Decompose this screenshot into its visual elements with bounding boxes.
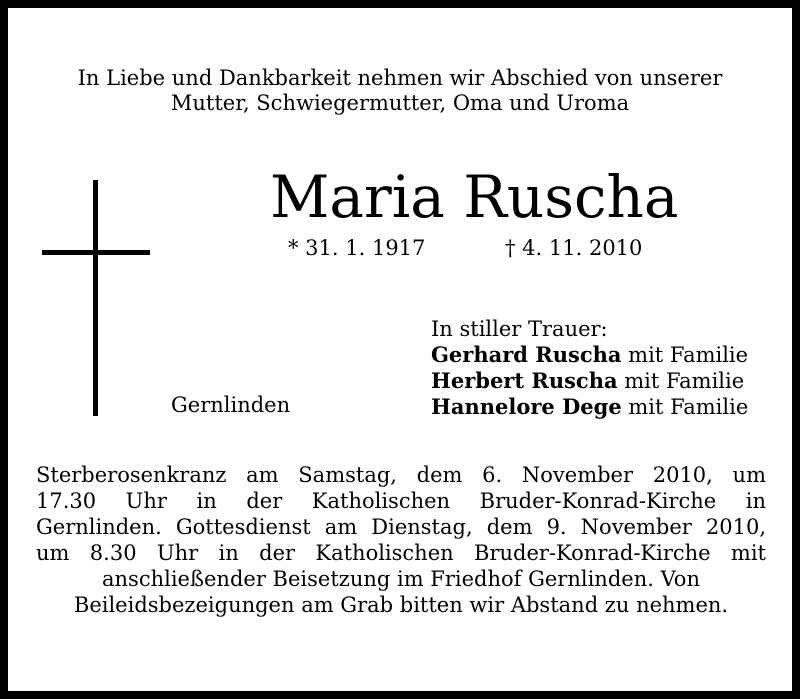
mourner-suffix: mit Familie bbox=[621, 343, 749, 367]
mourner-suffix: mit Familie bbox=[621, 395, 749, 419]
cross-icon bbox=[93, 180, 98, 416]
mourner-name: Gerhard Ruscha bbox=[431, 342, 622, 367]
death-date: † 4. 11. 2010 bbox=[505, 236, 643, 260]
birth-date: * 31. 1. 1917 bbox=[288, 236, 426, 260]
mourners-block bbox=[431, 316, 748, 420]
intro-line: Mutter, Schwiegermutter, Oma und Uroma bbox=[170, 91, 630, 115]
mourners-heading: In stiller Trauer: bbox=[431, 317, 608, 341]
mourner-name: Hannelore Dege bbox=[431, 394, 622, 419]
notice-line: um 8.30 Uhr in der Katholischen Bruder-Konrad-Kirche mit bbox=[36, 541, 766, 565]
cross-icon-bar bbox=[42, 250, 150, 255]
mourner-entry bbox=[431, 342, 748, 368]
mourner-entry bbox=[431, 394, 748, 420]
mourner-suffix: mit Familie bbox=[617, 369, 745, 393]
notice-line: anschließender Beisetzung im Friedhof Gernlinden. Von bbox=[102, 567, 700, 591]
deceased-name: Maria Ruscha bbox=[270, 163, 679, 231]
intro-text bbox=[0, 66, 800, 116]
notice-line: Beileidsbezeigungen am Grab bitten wir Abstand zu nehmen. bbox=[73, 593, 729, 617]
mourner-name: Herbert Ruscha bbox=[431, 368, 618, 393]
notice-line: Gernlinden. Gottesdienst am Dienstag, dem 9. November 2010, bbox=[36, 515, 766, 539]
notice-line: Sterberosenkranz am Samstag, dem 6. November 2010, um bbox=[36, 463, 766, 487]
place-name: Gernlinden bbox=[171, 393, 291, 417]
funeral-notice bbox=[36, 462, 766, 618]
intro-line: In Liebe und Dankbarkeit nehmen wir Abschied von unserer bbox=[77, 66, 723, 90]
notice-line: 17.30 Uhr in der Katholischen Bruder-Konrad-Kirche in bbox=[36, 489, 766, 513]
mourner-entry bbox=[431, 368, 748, 394]
